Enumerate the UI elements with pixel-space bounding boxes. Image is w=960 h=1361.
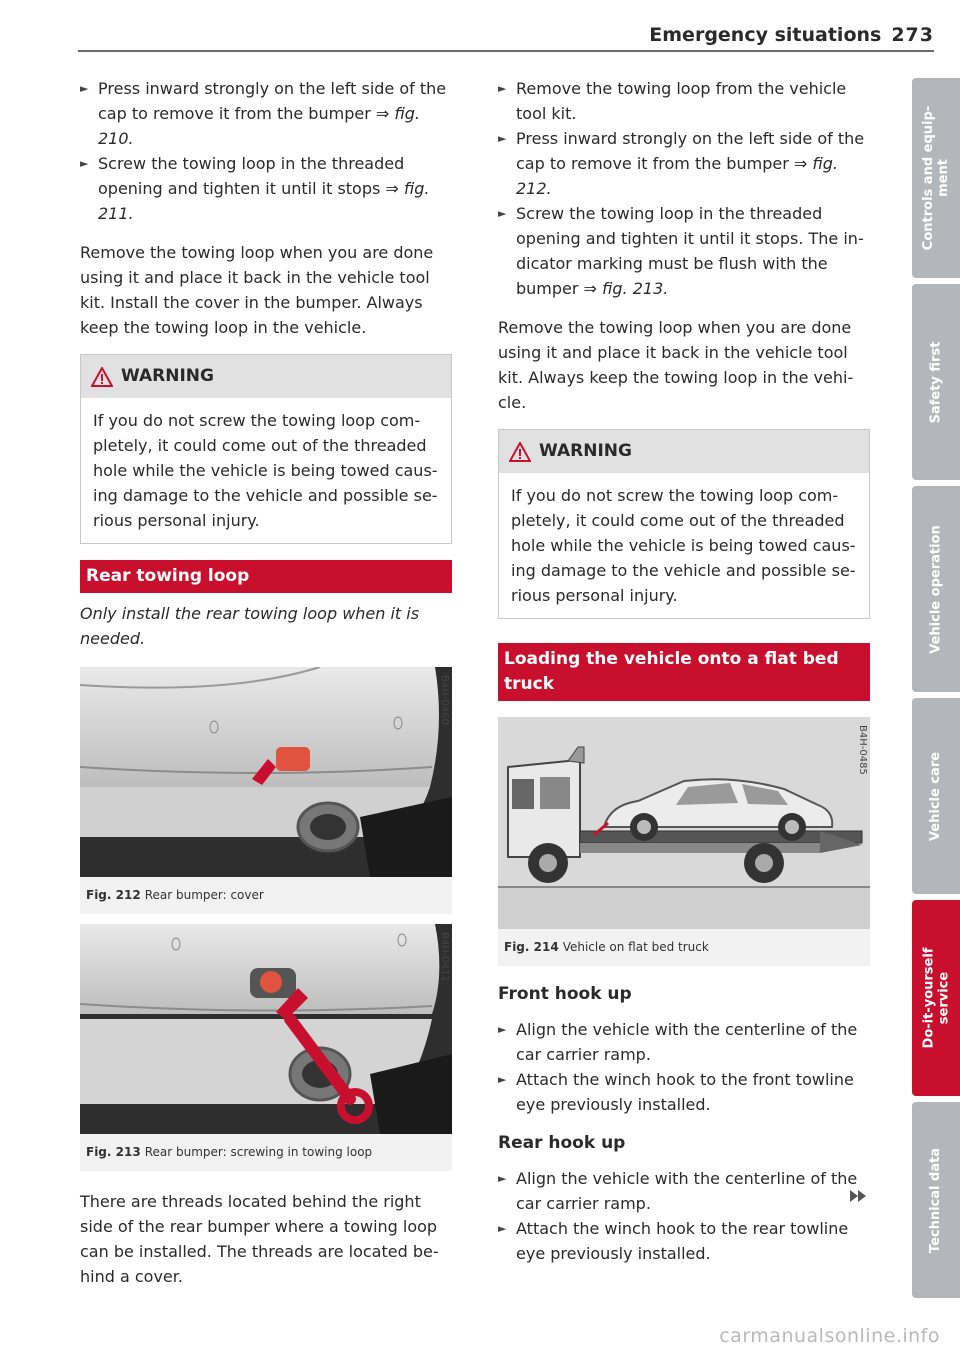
body-paragraph: Remove the towing loop when you are done using it and place it back in the vehicle tool kit. Install the cover in the bumper. Always keep the towing loop in the vehicle. bbox=[80, 243, 434, 337]
section-heading: Loading the vehicle onto a flat bed truck bbox=[498, 643, 870, 701]
warning-box bbox=[80, 354, 452, 544]
flat-bed-truck-illustration bbox=[498, 717, 870, 929]
subheading-rear-hook-up: Rear hook up bbox=[498, 1133, 626, 1153]
warning-text: If you do not screw the towing loop completely, it could come out of the threaded hole while the vehicle is being towed causing damage to the vehicle and possible serious personal injury. bbox=[511, 486, 856, 605]
list-item: ► Remove the towing loop from the vehicle tool kit. bbox=[498, 76, 870, 126]
tab-vehicle-care[interactable]: Vehicle care bbox=[912, 698, 960, 894]
list-item: ► Press inward strongly on the left side of the cap to remove it from the bumper ⇒ fig. 210. bbox=[80, 76, 452, 151]
svg-text:B4H-0411: B4H-0411 bbox=[439, 932, 450, 982]
continue-arrow-icon bbox=[848, 1188, 870, 1204]
tab-do-it-yourself-service[interactable]: Do-it-yourself service bbox=[912, 900, 960, 1096]
svg-text:B4H-0485: B4H-0485 bbox=[857, 725, 868, 775]
figure-caption: Fig. 214 Vehicle on flat bed truck bbox=[504, 940, 709, 954]
list-item: ► Screw the towing loop in the threaded opening and tighten it until it stops. The indicator marking must be flush with the bumper ⇒ fig. 213. bbox=[498, 201, 870, 301]
footer-watermark: carmanualsonline.info bbox=[719, 1325, 940, 1347]
section-intro: Only install the rear towing loop when it is needed. bbox=[80, 604, 420, 648]
section-heading: Rear towing loop bbox=[80, 560, 452, 593]
figure-link[interactable]: ⇒ fig. 213. bbox=[583, 279, 669, 298]
list-item: ► Align the vehicle with the centerline of the car carrier ramp. bbox=[498, 1166, 870, 1216]
tab-safety-first[interactable]: Safety first bbox=[912, 284, 960, 480]
figure-213 bbox=[80, 924, 452, 1171]
warning-header bbox=[81, 355, 451, 398]
figure-link[interactable]: ⇒ fig. 212. bbox=[516, 154, 838, 198]
figure-link[interactable]: ⇒ fig. 210. bbox=[98, 104, 420, 148]
figure-212 bbox=[80, 667, 452, 914]
warning-box bbox=[498, 429, 870, 619]
figure-link[interactable]: ⇒ fig. 211. bbox=[98, 179, 430, 223]
warning-text: If you do not screw the towing loop completely, it could come out of the threaded hole while the vehicle is being towed causing damage to the vehicle and possible serious personal injury. bbox=[93, 411, 438, 530]
figure-code-213 bbox=[439, 932, 450, 982]
right-column bbox=[498, 76, 870, 1266]
list-item: ► Screw the towing loop in the threaded opening and tighten it until it stops ⇒ fig. 211. bbox=[80, 151, 452, 226]
figure-label: Fig. 214 bbox=[504, 940, 559, 954]
warning-title: WARNING bbox=[539, 441, 632, 461]
figure-code-214 bbox=[857, 725, 868, 775]
running-head bbox=[649, 24, 934, 46]
tab-vehicle-operation[interactable]: Vehicle operation bbox=[912, 486, 960, 692]
section-title: Emergency situations bbox=[649, 24, 882, 46]
header-rule bbox=[78, 50, 934, 52]
list-item: ► Press inward strongly on the left side of the cap to remove it from the bumper ⇒ fig. 212. bbox=[498, 126, 870, 201]
left-column bbox=[80, 76, 452, 1303]
list-item: ► Attach the winch hook to the front towline eye previously installed. bbox=[498, 1067, 870, 1117]
warning-header bbox=[499, 430, 869, 473]
body-paragraph: Remove the towing loop when you are done using it and place it back in the vehicle tool kit. Always keep the towing loop in the vehicle. bbox=[498, 318, 854, 412]
figure-label: Fig. 212 bbox=[86, 888, 141, 902]
figure-label: Fig. 213 bbox=[86, 1145, 141, 1159]
rear-bumper-cover-illustration bbox=[80, 667, 452, 877]
warning-icon bbox=[91, 367, 113, 387]
page-number: 273 bbox=[891, 24, 934, 46]
subheading-front-hook-up: Front hook up bbox=[498, 984, 632, 1004]
rear-bumper-towing-loop-illustration bbox=[80, 924, 452, 1134]
svg-text:B4H-0460: B4H-0460 bbox=[439, 675, 450, 725]
list-item: ► Align the vehicle with the centerline of the car carrier ramp. bbox=[498, 1017, 870, 1067]
figure-caption: Fig. 213 Rear bumper: screwing in towing loop bbox=[86, 1145, 373, 1159]
body-paragraph: There are threads located behind the right side of the rear bumper where a towing loop can be installed. The threads are located behind a cover. bbox=[80, 1192, 439, 1286]
warning-title: WARNING bbox=[121, 366, 214, 386]
figure-214 bbox=[498, 717, 870, 966]
tab-controls-and-equipment[interactable]: Controls and equip- ment bbox=[912, 78, 960, 278]
warning-icon bbox=[509, 442, 531, 462]
figure-code-212 bbox=[439, 675, 450, 725]
tab-technical-data[interactable]: Technical data bbox=[912, 1102, 960, 1298]
figure-caption: Fig. 212 Rear bumper: cover bbox=[86, 888, 264, 902]
list-item: ► Attach the winch hook to the rear towline eye previously installed. bbox=[498, 1216, 870, 1266]
